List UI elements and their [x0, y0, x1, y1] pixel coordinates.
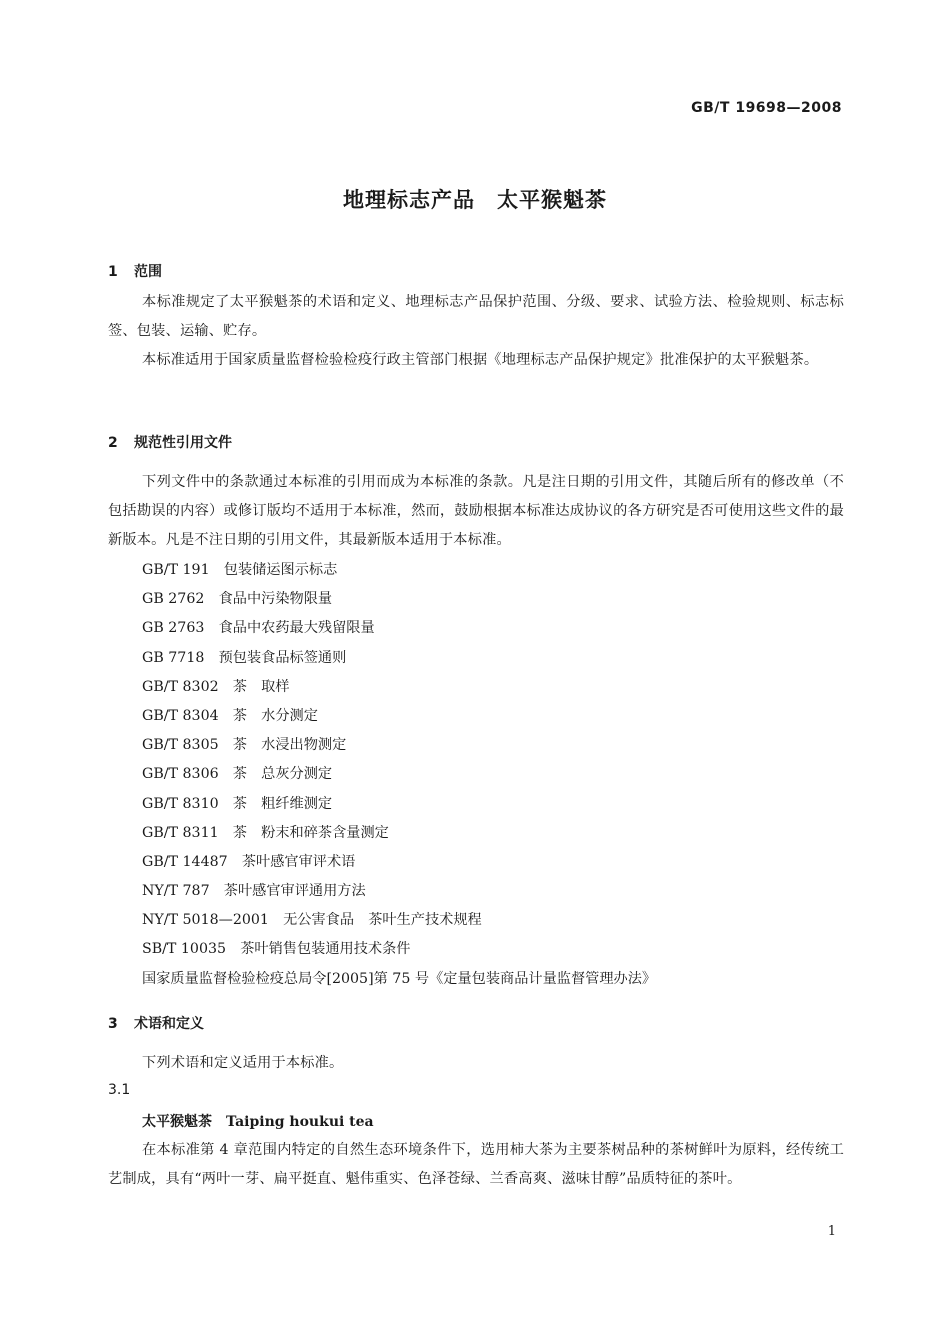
reference-item: GB/T 14487 茶叶感官审评术语	[142, 853, 356, 870]
paragraph: 本标准规定了太平猴魁茶的术语和定义、地理标志产品保护范围、分级、要求、试验方法、检验规则、标志标签、包装、运输、贮存。	[108, 294, 844, 339]
section-number: 3	[108, 1016, 118, 1032]
section-heading-scope	[108, 261, 162, 281]
reference-item: GB/T 8302 茶 取样	[142, 678, 290, 695]
paragraph: 下列文件中的条款通过本标准的引用而成为本标准的条款。凡是注日期的引用文件，其随后所有的修改单（不包括勘误的内容）或修订版均不适用于本标准，然而，鼓励根据本标准达成协议的各方研究是否可使用这些文件的最新版本。凡是不注日期的引用文件，其最新版本适用于本标准。	[108, 474, 844, 548]
page-number: 1	[827, 1224, 836, 1239]
standard-code: GB/T 19698—2008	[691, 100, 842, 116]
reference-item: GB 2762 食品中污染物限量	[142, 591, 333, 608]
term-english: Taiping houkui tea	[226, 1114, 374, 1130]
document-title: 地理标志产品 太平猴魁茶	[343, 188, 607, 212]
section-heading-terms-definitions	[108, 1013, 204, 1033]
reference-item: SB/T 10035 茶叶销售包装通用技术条件	[142, 941, 411, 958]
reference-item: GB/T 8304 茶 水分测定	[142, 707, 318, 724]
reference-item: GB 7718 预包装食品标签通则	[142, 649, 347, 666]
section-heading-normative-references	[108, 432, 232, 452]
reference-item: NY/T 787 茶叶感官审评通用方法	[142, 883, 366, 900]
reference-item: GB/T 8310 茶 粗纤维测定	[142, 795, 333, 812]
reference-item: GB 2763 食品中农药最大残留限量	[142, 620, 375, 637]
term-definition: 在本标准第 4 章范围内特定的自然生态环境条件下，选用柿大茶为主要茶树品种的茶树鲜叶为原料，经传统工艺制成，具有“两叶一芽、扁平挺直、魁伟重实、色泽苍绿、兰香高爽、滋味甘醇”品质特征的茶叶。	[108, 1142, 844, 1187]
reference-item: GB/T 191 包装储运图示标志	[142, 562, 338, 578]
reference-item: 国家质量监督检验检疫总局令[2005]第 75 号《定量包装商品计量监督管理办法》	[142, 970, 657, 987]
section-number: 1	[108, 264, 118, 280]
term-chinese: 太平猴魁茶	[142, 1114, 212, 1130]
section-title: 术语和定义	[134, 1016, 204, 1032]
reference-item: GB/T 8305 茶 水浸出物测定	[142, 737, 347, 754]
term-entry	[142, 1111, 374, 1131]
reference-list	[142, 556, 656, 994]
clause-number: 3.1	[108, 1082, 131, 1098]
reference-item: NY/T 5018—2001 无公害食品 茶叶生产技术规程	[142, 912, 482, 929]
section-title: 范围	[134, 264, 162, 280]
paragraph: 下列术语和定义适用于本标准。	[142, 1055, 344, 1071]
section-title: 规范性引用文件	[134, 435, 232, 451]
reference-item: GB/T 8311 茶 粉末和碎茶含量测定	[142, 824, 389, 841]
reference-item: GB/T 8306 茶 总灰分测定	[142, 766, 333, 783]
section-number: 2	[108, 435, 118, 451]
paragraph: 本标准适用于国家质量监督检验检疫行政主管部门根据《地理标志产品保护规定》批准保护的太平猴魁茶。	[142, 352, 819, 368]
